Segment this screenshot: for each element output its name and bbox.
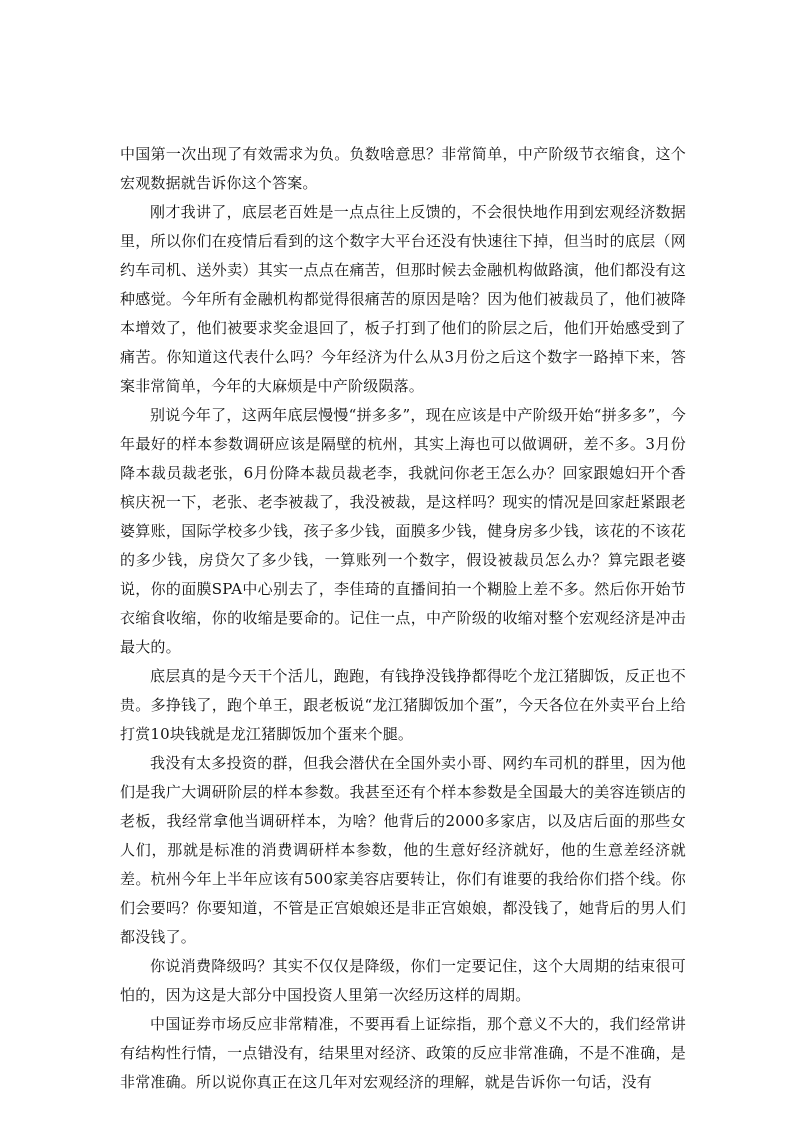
paragraph-5: 我没有太多投资的群，但我会潜伏在全国外卖小哥、网约车司机的群里，因为他们是我广大调研阶层的样本参数。我甚至还有个样本参数是全国最大的美容连锁店的老板，我经常拿他当调研样本，为啥？他背后的2000多家店，以及店后面的那些女人们，那就是标准的消费调研样本参数，他的生意好经济就好，他的生意差经济就差。杭州今年上半年应该有500家美容店要转让，你们有谁要的我给你们搭个线。你们会要吗？你要知道，不管是正宫娘娘还是非正宫娘娘，都没钱了，她背后的男人们都没钱了。 bbox=[120, 754, 686, 946]
paragraph-3: 别说今年了，这两年底层慢慢“拼多多”，现在应该是中产阶级开始“拼多多”，今年最好的样本参数调研应该是隔壁的杭州，其实上海也可以做调研，差不多。3月份降本裁员裁老张，6月份降本裁员裁老李，我就问你老王怎么办？回家跟媳妇开个香槟庆祝一下，老张、老李被裁了，我没被裁，是这样吗？现实的情况是回家赶紧跟老婆算账，国际学校多少钱，孩子多少钱，面膜多少钱，健身房多少钱，该花的不该花的多少钱，房贷欠了多少钱，一算账列一个数字，假设被裁员怎么办？算完跟老婆说，你的面膜SPA中心别去了，李佳琦的直播间拍一个糊脸上差不多。然后你开始节衣缩食收缩，你的收缩是要命的。记住一点，中产阶级的收缩对整个宏观经济是冲击最大的。 bbox=[120, 406, 686, 656]
paragraph-6: 你说消费降级吗？其实不仅仅是降级，你们一定要记住，这个大周期的结束很可怕的，因为这是大部分中国投资人里第一次经历这样的周期。 bbox=[120, 957, 686, 1004]
paragraph-1: 中国第一次出现了有效需求为负。负数啥意思？非常简单，中产阶级节衣缩食，这个宏观数据就告诉你这个答案。 bbox=[120, 145, 686, 192]
paragraph-4: 底层真的是今天干个活儿，跑跑，有钱挣没钱挣都得吃个龙江猪脚饭，反正也不贵。多挣钱了，跑个单王，跟老板说“龙江猪脚饭加个蛋”，今天各位在外卖平台上给打赏10块钱就是龙江猪脚饭加个蛋来个腿。 bbox=[120, 667, 686, 743]
paragraph-2: 刚才我讲了，底层老百姓是一点点往上反馈的，不会很快地作用到宏观经济数据里，所以你们在疫情后看到的这个数字大平台还没有快速往下掉，但当时的底层（网约车司机、送外卖）其实一点点在痛苦，但那时候去金融机构做路演，他们都没有这种感觉。今年所有金融机构都觉得很痛苦的原因是啥？因为他们被裁员了，他们被降本增效了，他们被要求奖金退回了，板子打到了他们的阶层之后，他们开始感受到了痛苦。你知道这代表什么吗？今年经济为什么从3月份之后这个数字一路掉下来，答案非常简单，今年的大麻烦是中产阶级陨落。 bbox=[120, 203, 686, 395]
paragraph-7: 中国证券市场反应非常精准，不要再看上证综指，那个意义不大的，我们经常讲有结构性行情，一点错没有，结果里对经济、政策的反应非常准确，不是不准确，是非常准确。所以说你真正在这几年对宏观经济的理解，就是告诉你一句话，没有 bbox=[120, 1015, 686, 1091]
document-page bbox=[120, 140, 686, 1097]
